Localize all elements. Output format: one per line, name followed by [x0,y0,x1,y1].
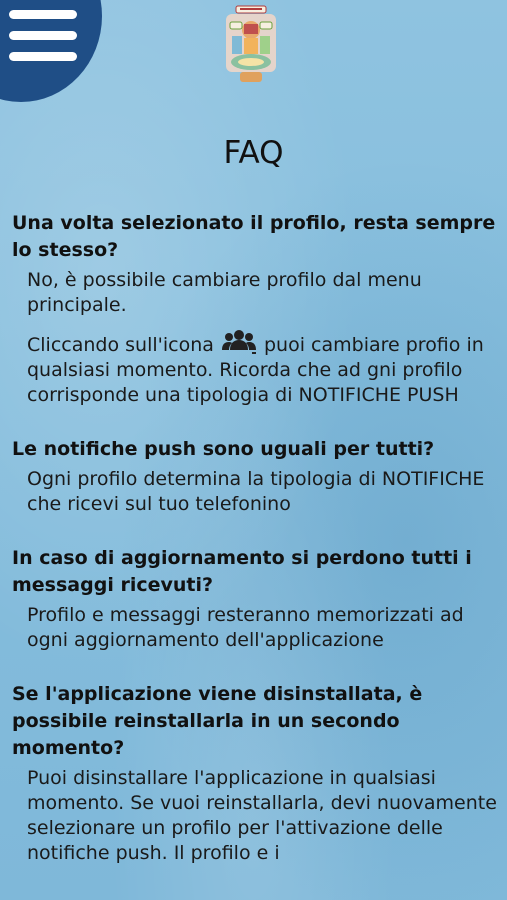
faq-answer: No, è possibile cambiare profilo dal menu principale. [27,269,422,316]
faq-answer-with-icon [27,328,502,408]
app-logo [218,2,284,88]
faq-answer: Puoi disinstallare l'applicazione in qualsiasi momento. Se vuoi reinstallarla, devi nuovamente selezionare un profilo per l'attivazione delle notifiche push. Il profilo e i [27,767,497,864]
hamburger-menu-icon[interactable] [9,10,77,62]
menu-bar-top [9,10,77,19]
faq-list [12,210,502,894]
faq-question: Se l'applicazione viene disinstallata, è possibile reinstallarla in un secondo momento? [12,683,423,759]
faq-question: Una volta selezionato il profilo, resta sempre lo stesso? [12,212,496,261]
faq-item [12,436,502,517]
faq-question: Le notifiche push sono uguali per tutti? [12,438,435,460]
faq-item [12,545,502,653]
menu-bar-middle [9,31,77,40]
faq-answer: Ogni profilo determina la tipologia di NOTIFICHE che ricevi sul tuo telefonino [27,468,485,515]
faq-answer-text-before-icon: Cliccando sull'icona [27,334,214,356]
page-title: FAQ [223,135,284,171]
faq-item [12,681,502,866]
menu-bar-bottom [9,52,77,61]
faq-answer: Profilo e messaggi resteranno memorizzati ad ogni aggiornamento dell'applicazione [27,604,464,651]
faq-question: In caso di aggiornamento si perdono tutti i messaggi ricevuti? [12,547,472,596]
faq-item [12,210,502,408]
faq-answer-text-after-icon: puoi cambiare profio in qualsiasi momento. Ricorda che ad gni profilo corrisponde una tipologia di NOTIFICHE PUSH [27,334,484,406]
users-icon [222,328,256,354]
